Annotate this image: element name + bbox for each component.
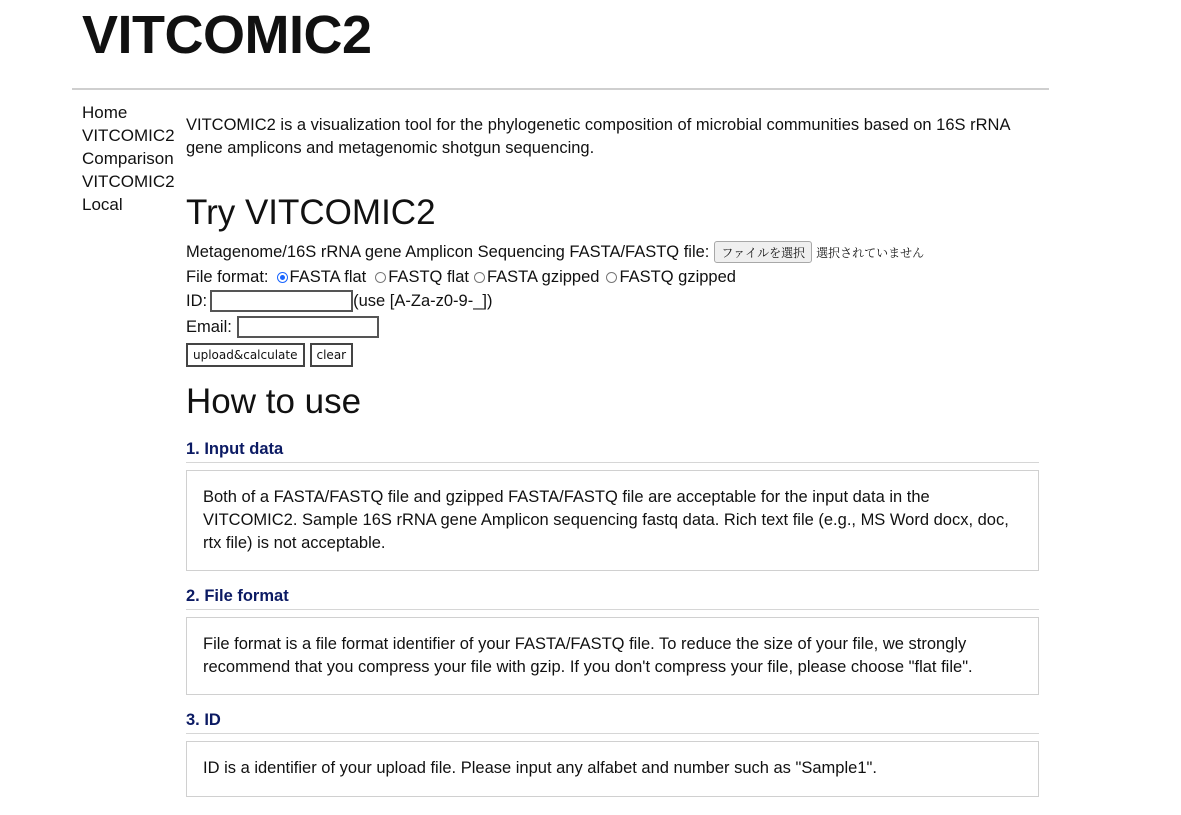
radio-fastq-gzipped[interactable] bbox=[606, 272, 617, 283]
radio-label-fasta-flat: FASTA flat bbox=[289, 267, 367, 286]
sidebar-item-home[interactable]: Home bbox=[82, 103, 128, 122]
section-body-id: ID is a identifier of your upload file. Please input any alfabet and number such as "Sample1". bbox=[203, 759, 877, 777]
header-divider bbox=[72, 88, 1049, 90]
sidebar-item-vitcomic2-comparison-line2[interactable]: Comparison bbox=[82, 149, 174, 168]
email-row bbox=[186, 314, 924, 340]
clear-button[interactable]: clear bbox=[310, 343, 354, 367]
radio-fastq-flat[interactable] bbox=[375, 272, 386, 283]
id-hint: (use [A-Za-z0-9-_]) bbox=[353, 291, 493, 310]
sidebar-nav bbox=[82, 101, 182, 216]
form-buttons bbox=[186, 341, 924, 369]
section-body-file-format: File format is a file format identifier of your FASTA/FASTQ file. To reduce the size of your file, we strongly recommend that you compress your file with gzip. If you don't compress your file, please choose "flat file". bbox=[203, 635, 973, 676]
section-box-input-data bbox=[186, 470, 1039, 571]
id-row bbox=[186, 289, 924, 313]
choose-file-button[interactable]: ファイルを選択 bbox=[714, 241, 812, 263]
intro-text: VITCOMIC2 is a visualization tool for the phylogenetic composition of microbial communities based on 16S rRNA gene amplicons and metagenomic shotgun sequencing. bbox=[186, 116, 1010, 157]
section-box-file-format bbox=[186, 617, 1039, 695]
file-label: Metagenome/16S rRNA gene Amplicon Sequencing FASTA/FASTQ file: bbox=[186, 242, 710, 261]
section-title-input-data: 1. Input data bbox=[186, 440, 1039, 463]
section-body-input-data: Both of a FASTA/FASTQ file and gzipped FASTA/FASTQ file are acceptable for the input data in the VITCOMIC2. Sample 16S rRNA gene Amplicon sequencing fastq data. Rich text file (e.g., MS Word docx, doc, rtx file) is not acceptable. bbox=[203, 488, 1009, 552]
radio-label-fastq-flat: FASTQ flat bbox=[388, 267, 469, 286]
radio-fasta-flat[interactable] bbox=[277, 272, 288, 283]
format-row bbox=[186, 265, 924, 289]
email-label: Email: bbox=[186, 317, 232, 336]
how-to-use-title: How to use bbox=[186, 382, 362, 421]
radio-label-fastq-gzipped: FASTQ gzipped bbox=[619, 267, 736, 286]
email-input[interactable] bbox=[237, 316, 379, 338]
section-box-id bbox=[186, 741, 1039, 797]
format-label: File format: bbox=[186, 267, 269, 286]
file-status: 選択されていません bbox=[816, 245, 925, 260]
section-title-id: 3. ID bbox=[186, 711, 1039, 734]
main-content bbox=[186, 114, 1041, 777]
upload-calculate-button[interactable]: upload&calculate bbox=[186, 343, 305, 367]
id-input[interactable] bbox=[210, 290, 353, 312]
site-title: VITCOMIC2 bbox=[82, 5, 372, 65]
upload-form bbox=[186, 240, 924, 369]
radio-fasta-gzipped[interactable] bbox=[474, 272, 485, 283]
sidebar-item-vitcomic2-local-line2[interactable]: Local bbox=[82, 195, 123, 214]
section-title-file-format: 2. File format bbox=[186, 587, 1039, 610]
id-label: ID: bbox=[186, 291, 208, 310]
sidebar-item-vitcomic2-comparison-line1[interactable]: VITCOMIC2 bbox=[82, 126, 175, 145]
radio-label-fasta-gzipped: FASTA gzipped bbox=[486, 267, 600, 286]
try-section-title: Try VITCOMIC2 bbox=[186, 193, 436, 232]
file-row bbox=[186, 240, 924, 264]
sidebar-item-vitcomic2-local-line1[interactable]: VITCOMIC2 bbox=[82, 172, 175, 191]
